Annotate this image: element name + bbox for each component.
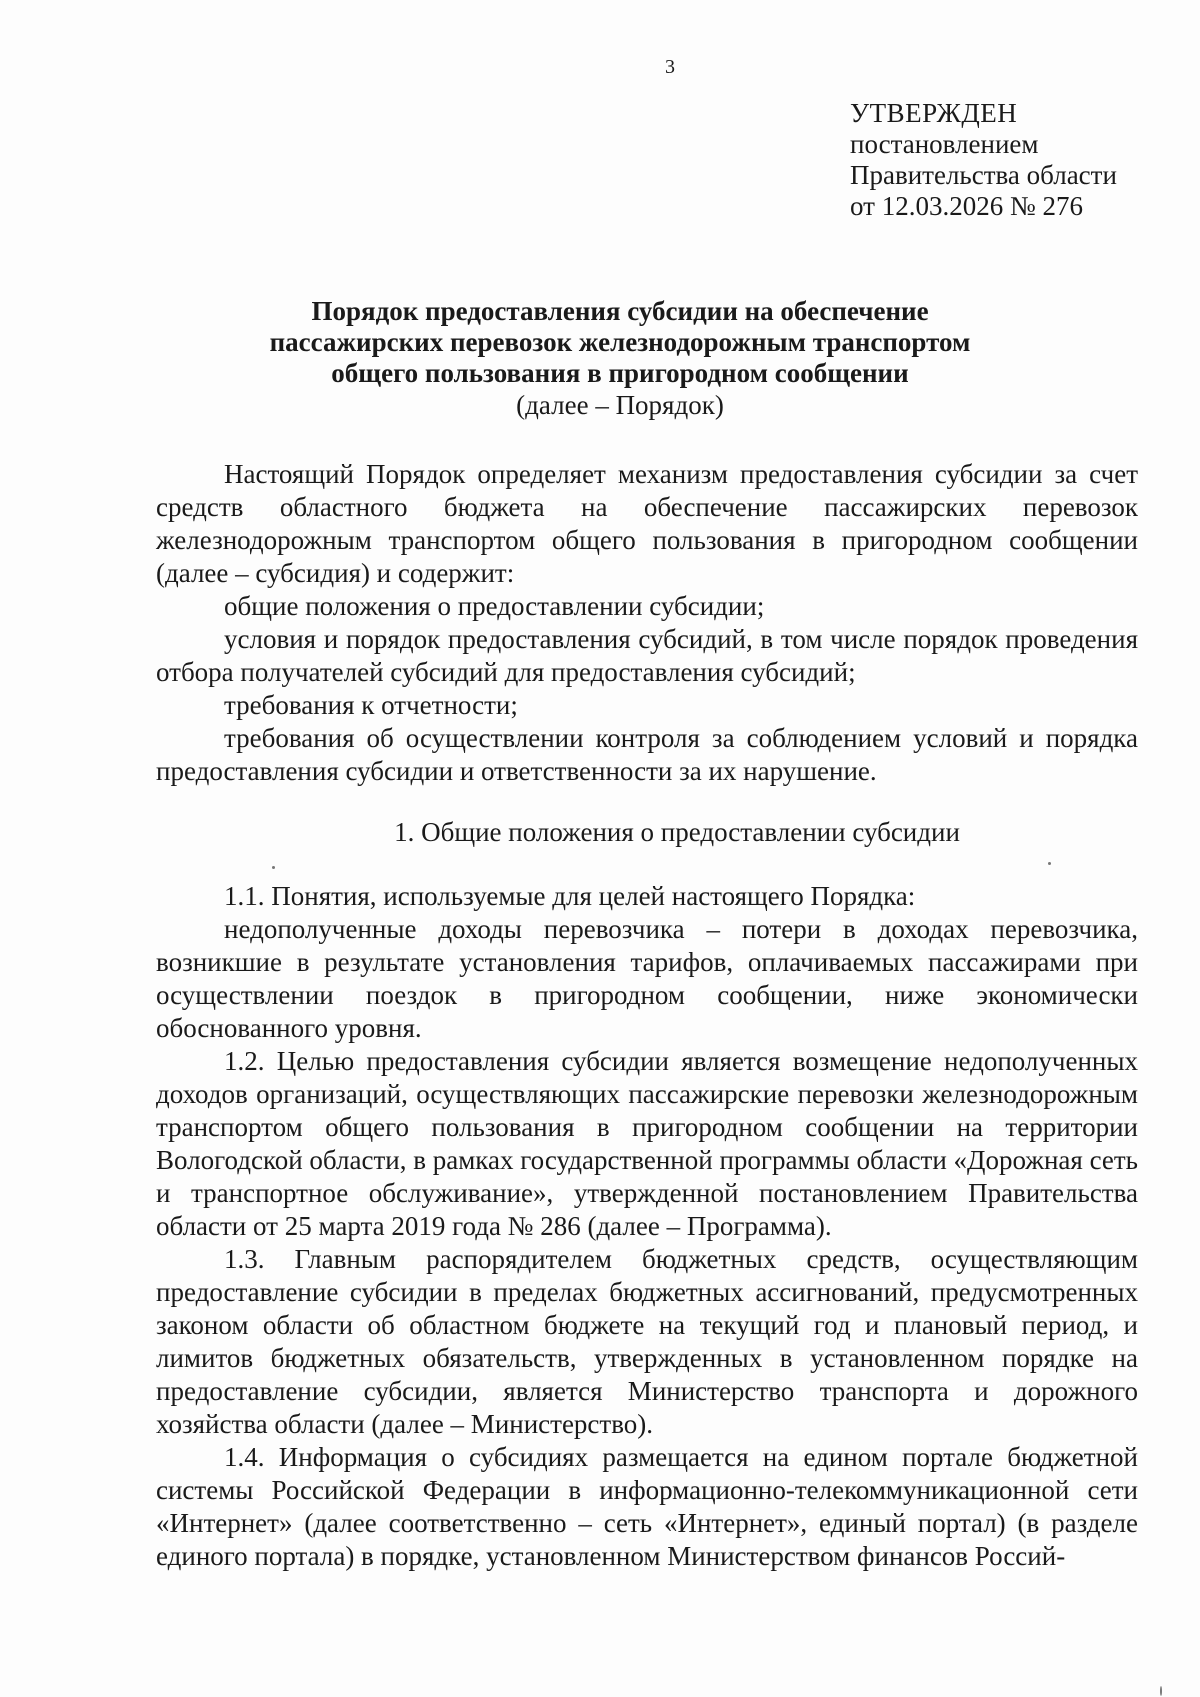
section-1-body <box>156 880 1138 1573</box>
intro-list-item: общие положения о предоставлении субсидии; <box>224 591 765 621</box>
section-1-heading: 1. Общие положения о предоставлении субсидии <box>394 817 960 847</box>
scan-speck <box>272 866 275 869</box>
document-subtitle: (далее – Порядок) <box>516 390 724 420</box>
scan-speck <box>1160 1686 1162 1696</box>
intro-list-item: требования к отчетности; <box>224 690 518 720</box>
approval-block <box>850 98 1117 222</box>
intro-paragraph: Настоящий Порядок определяет механизм предоставления субсидии за счет средств областного бюджета на обеспечение пассажирских перевозок железнодорожным транспортом общего пользования в пригородном сообщении (далее – субсидия) и содержит: <box>156 459 1138 588</box>
clause-1-4: 1.4. Информация о субсидиях размещается на едином портале бюджетной системы Российской Федерации в информационно-телекоммуникационной сети «Интернет» (далее соответственно – сеть «Интернет», единый портал) (в разделе единого портала) в порядке, установленном Министерством финансов Россий- <box>156 1442 1138 1571</box>
clause-1-1-definition: недополученные доходы перевозчика – потери в доходах перевозчика, возникшие в результате установления тарифов, оплачиваемых пассажирами при осуществлении поездок в пригородном сообщении, ниже экономически обоснованного уровня. <box>156 914 1138 1043</box>
approval-line-3: от 12.03.2026 № 276 <box>850 191 1083 221</box>
document-title-line-2: пассажирских перевозок железнодорожным транспортом <box>269 327 971 357</box>
approval-line-2: Правительства области <box>850 160 1117 190</box>
intro-list-item: требования об осуществлении контроля за соблюдением условий и порядка предоставления субсидии и ответственности за их нарушение. <box>156 723 1138 786</box>
intro-section <box>156 458 1138 788</box>
intro-list-item: условия и порядок предоставления субсидий, в том числе порядок проведения отбора получателей субсидий для предоставления субсидий; <box>156 624 1138 687</box>
clause-1-1: 1.1. Понятия, используемые для целей настоящего Порядка: <box>224 881 916 911</box>
document-title <box>160 296 1080 389</box>
clause-1-2: 1.2. Целью предоставления субсидии является возмещение недополученных доходов организаций, осуществляющих пассажирские перевозки железнодорожным транспортом общего пользования в пригородном сообщении на территории Вологодской области, в рамках государственной программы области «Дорожная сеть и транспортное обслуживание», утвержденной постановлением Правительства области от 25 марта 2019 года № 286 (далее – Программа). <box>156 1046 1138 1241</box>
document-title-line-3: общего пользования в пригородном сообщении <box>331 358 909 388</box>
approval-heading: УТВЕРЖДЕН <box>850 98 1018 128</box>
page-number: 3 <box>665 56 675 78</box>
document-title-line-1: Порядок предоставления субсидии на обеспечение <box>311 296 929 326</box>
clause-1-3: 1.3. Главным распорядителем бюджетных средств, осуществляющим предоставление субсидии в пределах бюджетных ассигнований, предусмотренных законом области об областном бюджете на текущий год и плановый период, и лимитов бюджетных обязательств, утвержденных в установленном порядке на предоставление субсидии, является Министерство транспорта и дорожного хозяйства области (далее – Министерство). <box>156 1244 1138 1439</box>
scan-speck <box>1048 862 1051 865</box>
approval-line-1: постановлением <box>850 129 1039 159</box>
